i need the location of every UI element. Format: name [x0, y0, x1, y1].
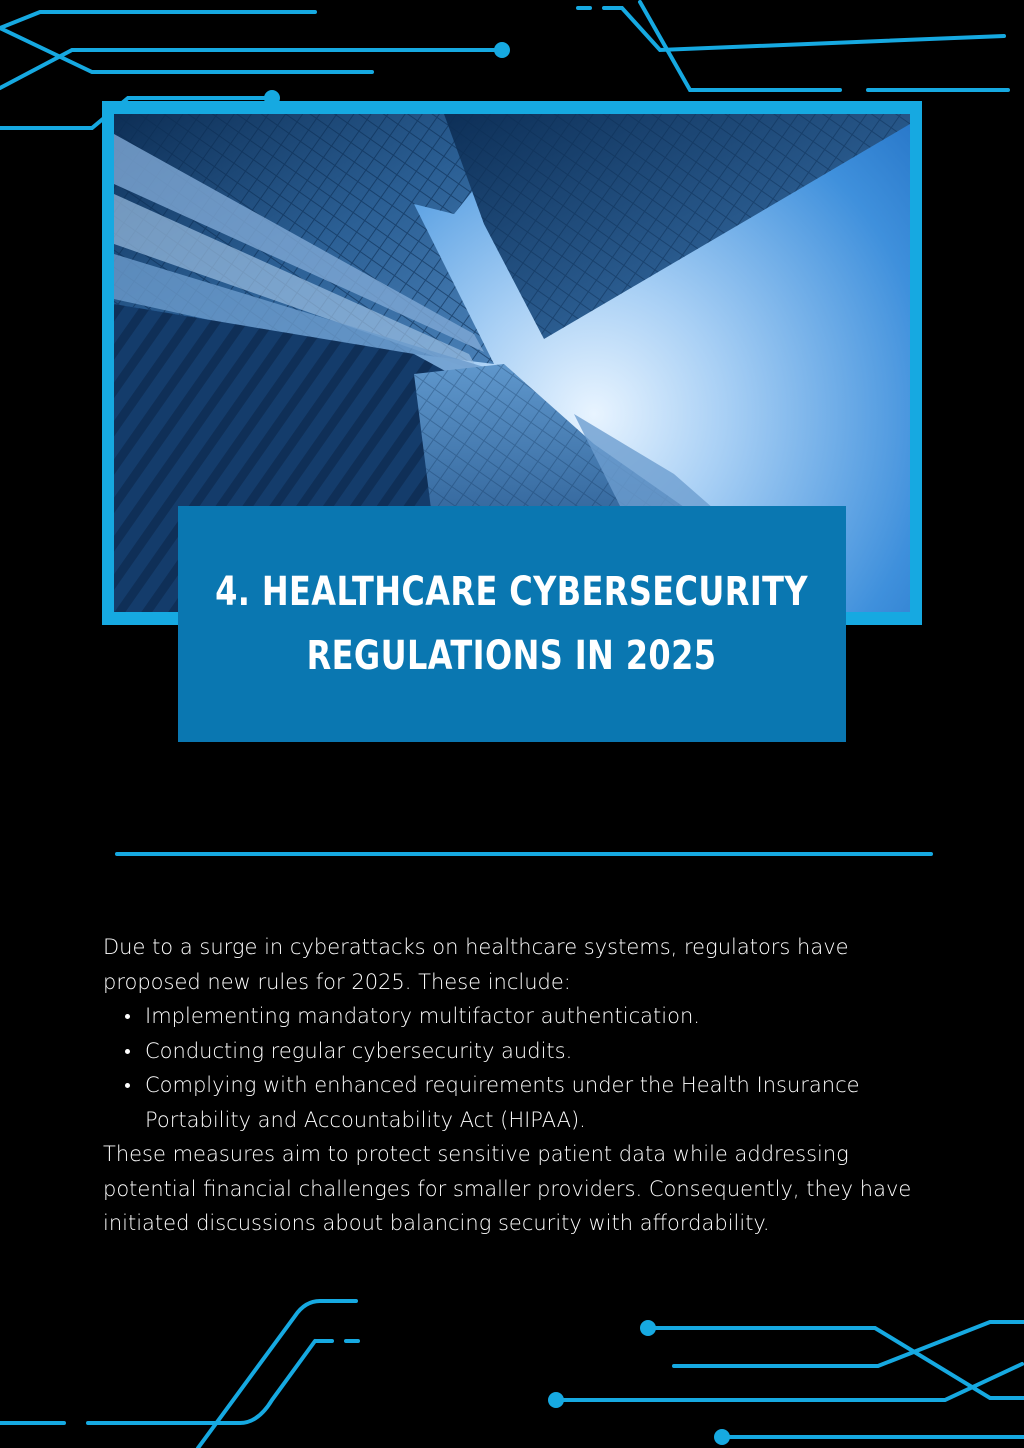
title-line-2: REGULATIONS IN 2025	[307, 633, 717, 679]
bullet-list	[103, 999, 933, 1137]
conclusion-paragraph: These measures aim to protect sensitive patient data while addressing potential financial challenges for smaller providers. Consequently, they have initiated discussions about balancing security with affordability.	[103, 1142, 912, 1235]
intro-paragraph: Due to a surge in cyberattacks on healthcare systems, regulators have proposed new rules for 2025. These include:	[103, 935, 849, 994]
title-box	[178, 506, 846, 742]
page-title	[192, 560, 833, 688]
divider	[115, 852, 933, 856]
list-item: Complying with enhanced requirements under the Health Insurance Portability and Accountability Act (HIPAA).	[145, 1068, 933, 1137]
list-item: Conducting regular cybersecurity audits.	[145, 1034, 933, 1069]
article-body	[103, 930, 933, 1241]
list-item: Implementing mandatory multifactor authentication.	[145, 999, 933, 1034]
title-line-1: 4. HEALTHCARE CYBERSECURITY	[215, 569, 809, 615]
